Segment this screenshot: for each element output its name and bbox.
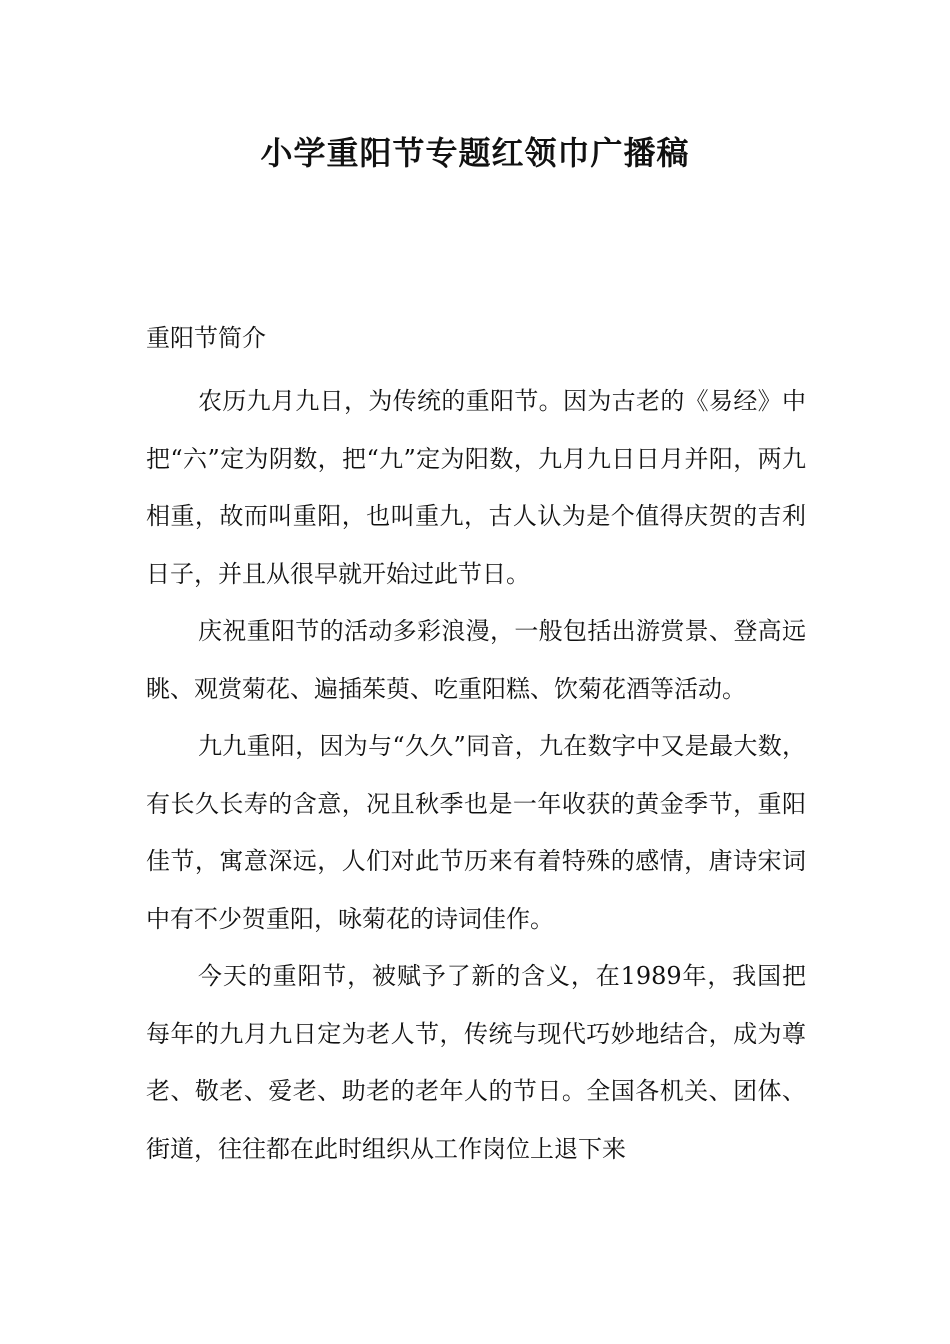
paragraph-meaning: 九九重阳，因为与“久久”同音，九在数字中又是最大数，有长久长寿的含意，况且秋季也是一年收获的黄金季节，重阳佳节，寓意深远，人们对此节历来有着特殊的感情，唐诗宋词中有不少贺重阳，咏菊花的诗词佳作。 xyxy=(146,732,806,933)
paragraph-intro: 农历九月九日，为传统的重阳节。因为古老的《易经》中把“六”定为阴数，把“九”定为阳数，九月九日日月并阳，两九相重，故而叫重阳，也叫重九，古人认为是个值得庆贺的吉利日子，并且从很早就开始过此节日。 xyxy=(146,387,806,588)
paragraph-modern: 今天的重阳节，被赋予了新的含义，在1989年，我国把每年的九月九日定为老人节，传统与现代巧妙地结合，成为尊老、敬老、爱老、助老的老年人的节日。全国各机关、团体、街道，往往都在此时组织从工作岗位上退下来 xyxy=(146,962,806,1163)
section-heading: 重阳节简介 xyxy=(146,324,266,352)
document-body xyxy=(146,373,806,1178)
paragraph-activities: 庆祝重阳节的活动多彩浪漫，一般包括出游赏景、登高远眺、观赏菊花、遍插茱萸、吃重阳糕、饮菊花酒等活动。 xyxy=(146,617,806,703)
document-title: 小学重阳节专题红领巾广播稿 xyxy=(260,134,690,172)
